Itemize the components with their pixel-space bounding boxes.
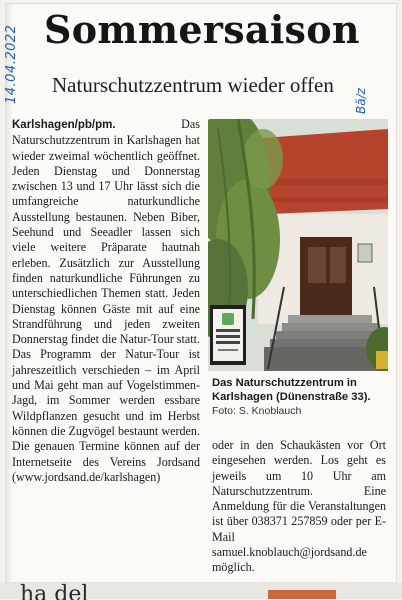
handwritten-date: 14.04.2022	[4, 24, 19, 104]
article-headline: Sommersaison	[44, 7, 360, 52]
article-body-column-2: oder in den Schaukästen vor Ort eingesehen werden. Los geht es jeweils um 10 Uhr am Naturschutzzentrum. Eine Anmeldung für die Veranstaltungen ist über 038371 257859 oder per E-Mail samuel.knoblauch@jordsand.de möglich.	[212, 438, 386, 575]
article-body-text: Das Naturschutzzentrum in Karlshagen hat wieder zweimal wöchentlich geöffnet. Jeden Dienstag und Donnerstag zwischen 13 und 17 Uhr lässt sich die umfangreiche naturkundliche Ausstellung bestaunen. Neben Biber, Seehund und Seeadler lassen sich viele weitere Präparate hautnah erleben. Zusätzlich zur Ausstellung finden naturkundliche Führungen zu unterschiedlichen Themen statt. Jeden Dienstag können Gäste mit auf eine Strandführung und jeden zweiten Donnerstag findet die Natur-Tour statt. Das Programm der Natur-Tour ist jahreszeitlich verschieden – im April und Mai geht man auf Vogelstimmen-Jagd, im Sommer werden essbare Wildpflanzen gesucht und im Herbst können die Zugvögel bestaunt werden. Die genauen Termine können auf der Internetseite des Vereins Jordsand (www.jordsand.de/karlshagen)	[12, 117, 200, 484]
article-body-column-1	[12, 117, 200, 485]
photo-credit: Foto: S. Knoblauch	[212, 405, 302, 417]
photo-caption: Das Naturschutzzentrum in Karlshagen (Dünenstraße 33).	[212, 377, 371, 403]
article-dateline: Karlshagen/pb/pm.	[12, 119, 116, 131]
next-article-color-block	[268, 590, 336, 599]
next-article-fragment: ha del	[20, 582, 89, 600]
building-photo-illustration	[208, 119, 388, 371]
article-photo	[208, 119, 388, 371]
handwritten-initials: Bä/z	[354, 88, 368, 114]
article-subhead: Naturschutzzentrum wieder offen	[52, 73, 334, 97]
